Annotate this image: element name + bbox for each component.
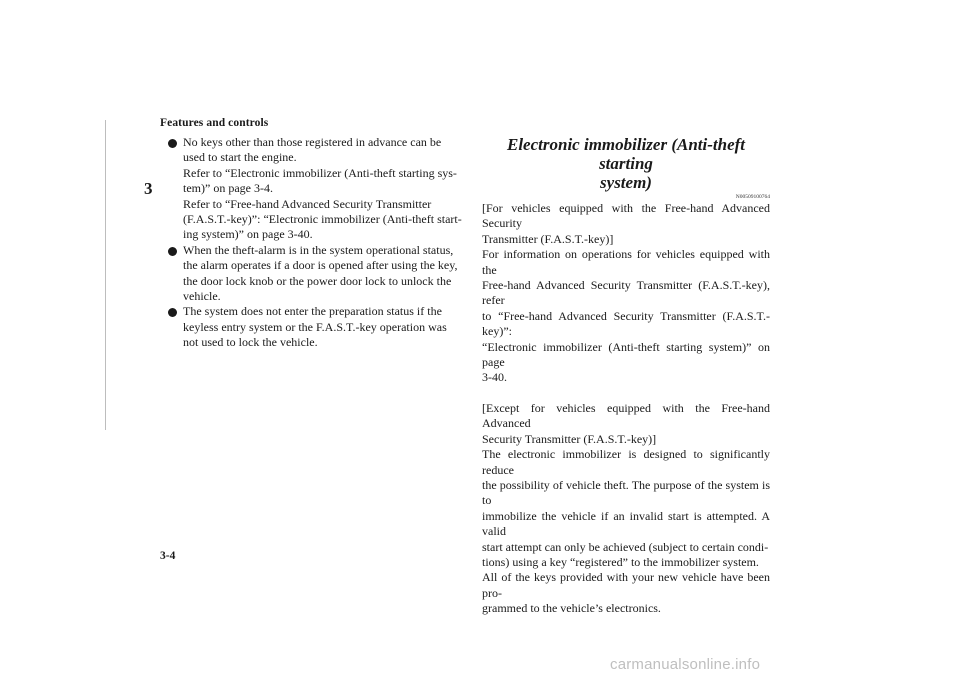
bullet-dot-icon [168, 139, 177, 148]
bullet-dot-icon [168, 308, 177, 317]
text-line: [For vehicles equipped with the Free-hand Advanced Security [482, 201, 770, 231]
text-line: Transmitter (F.A.S.T.-key)] [482, 231, 614, 246]
text-line: When the theft-alarm is in the system operational status, [183, 242, 454, 257]
section-heading-line: system) [600, 173, 652, 192]
text-line: 3-40. [482, 370, 507, 385]
right-column [482, 135, 770, 617]
text-line: For information on operations for vehicles equipped with the [482, 247, 770, 277]
text-line: not used to lock the vehicle. [183, 335, 318, 350]
section-heading [482, 135, 770, 192]
text-line: vehicle. [183, 289, 221, 304]
paragraph-spacer [482, 386, 770, 401]
text-line: The system does not enter the preparation status if the [183, 304, 442, 319]
running-header: Features and controls [160, 117, 269, 129]
left-column [168, 135, 463, 351]
bullet-item-preparation-status [168, 304, 463, 350]
chapter-number: 3 [144, 179, 153, 198]
text-line: ing system)” on page 3-40. [183, 227, 313, 242]
text-line: Free-hand Advanced Security Transmitter (F.A.S.T.-key), refer [482, 278, 770, 308]
text-line: No keys other than those registered in advance can be [183, 135, 442, 149]
text-line: start attempt can only be achieved (subject to certain condi- [482, 539, 769, 554]
text-line: grammed to the vehicle’s electronics. [482, 601, 661, 616]
page-number: 3-4 [160, 550, 176, 562]
bullet-dot-icon [168, 247, 177, 256]
section-heading-line: Electronic immobilizer (Anti-theft starting [507, 135, 745, 173]
text-line: “Electronic immobilizer (Anti-theft starting system)” on page [482, 339, 770, 370]
text-line: the alarm operates if a door is opened after using the key, [183, 258, 458, 273]
text-line: the door lock knob or the power door lock to unlock the [183, 273, 452, 288]
text-line: Refer to “Electronic immobilizer (Anti-theft starting sys- [183, 165, 457, 180]
reference-code: N00509100764 [735, 194, 770, 200]
bullet-item-theft-alarm [168, 243, 463, 305]
text-line: The electronic immobilizer is designed to significantly reduce [482, 447, 770, 477]
text-line: Security Transmitter (F.A.S.T.-key)] [482, 431, 657, 446]
text-line: All of the keys provided with your new vehicle have been pro- [482, 570, 770, 600]
text-line: used to start the engine. [183, 150, 297, 165]
text-line: tem)” on page 3-4. [183, 181, 273, 196]
text-line: keyless entry system or the F.A.S.T.-key operation was [183, 319, 447, 334]
text-line: (F.A.S.T.-key)”: “Electronic immobilizer (Anti-theft start- [183, 212, 462, 227]
text-line: to “Free-hand Advanced Security Transmitter (F.A.S.T.-key)”: [482, 308, 770, 339]
watermark-link[interactable]: carmanualsonline.info [610, 656, 761, 673]
text-line: Refer to “Free-hand Advanced Security Transmitter [183, 196, 432, 211]
bullet-item-keys [168, 135, 463, 243]
paragraph-fast-key [482, 201, 770, 386]
text-line: tions) using a key “registered” to the immobilizer system. [482, 554, 759, 569]
text-line: immobilize the vehicle if an invalid start is attempted. A valid [482, 508, 770, 539]
text-line: the possibility of vehicle theft. The purpose of the system is to [482, 477, 770, 508]
paragraph-immobilizer [482, 401, 770, 617]
chapter-tab-rule [105, 120, 142, 430]
text-line: [Except for vehicles equipped with the Free-hand Advanced [482, 400, 770, 431]
